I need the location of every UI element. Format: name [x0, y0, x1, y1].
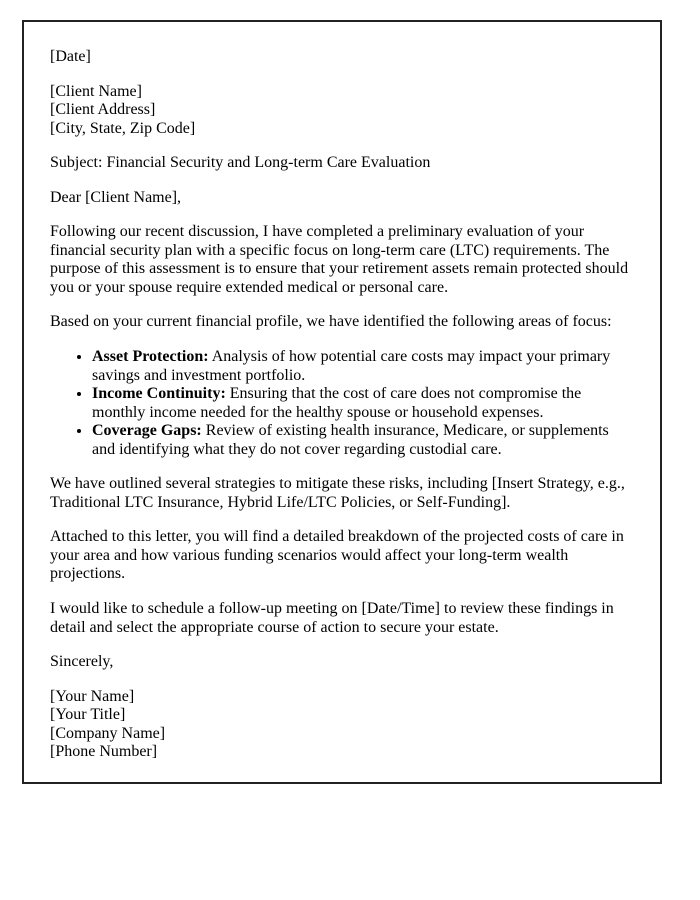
bullet-label: Asset Protection:: [92, 348, 209, 366]
focus-intro-paragraph: Based on your current financial profile, we have identified the following areas of focus:: [50, 313, 612, 331]
strategies-paragraph: We have outlined several strategies to mitigate these risks, including [Insert Strategy, e.g., Traditional LTC Insurance, Hybrid Life/LTC Policies, or Self-Funding].: [50, 475, 625, 511]
list-item-income-continuity: [92, 385, 634, 422]
bullet-text: Ensuring that the cost of care does not compromise the monthly income needed for the healthy spouse or household expenses.: [92, 385, 582, 421]
signature-block: [50, 688, 634, 762]
list-item-asset-protection: [92, 348, 634, 385]
signature-company: [Company Name]: [50, 724, 166, 742]
focus-areas-list: [50, 348, 634, 459]
bullet-label: Coverage Gaps:: [92, 422, 202, 440]
attachment-paragraph: Attached to this letter, you will find a detailed breakdown of the projected costs of care in your area and how various funding scenarios would affect your long-term wealth projections.: [50, 528, 624, 583]
list-item-coverage-gaps: [92, 422, 634, 459]
closing: Sincerely,: [50, 653, 114, 671]
bullet-label: Income Continuity:: [92, 385, 226, 403]
followup-paragraph: I would like to schedule a follow-up meeting on [Date/Time] to review these findings in detail and select the appropriate course of action to secure your estate.: [50, 600, 614, 636]
salutation: Dear [Client Name],: [50, 188, 182, 206]
recipient-city-state-zip: [City, State, Zip Code]: [50, 119, 196, 137]
bullet-text: Analysis of how potential care costs may impact your primary savings and investment portfolio.: [92, 348, 611, 384]
signature-phone: [Phone Number]: [50, 743, 158, 761]
signature-name: [Your Name]: [50, 687, 135, 705]
intro-paragraph: Following our recent discussion, I have completed a preliminary evaluation of your financial security plan with a specific focus on long-term care (LTC) requirements. The purpose of this assessment is to ensure that your retirement assets remain protected should you or your spouse require extended medical or personal care.: [50, 223, 629, 296]
signature-title: [Your Title]: [50, 706, 126, 724]
bullet-text: Review of existing health insurance, Medicare, or supplements and identifying what they do not cover regarding custodial care.: [92, 422, 609, 458]
recipient-block: [50, 83, 634, 139]
date-line: [Date]: [50, 48, 91, 65]
letter-document: [22, 20, 662, 784]
recipient-address: [Client Address]: [50, 101, 156, 119]
subject-line: Subject: Financial Security and Long-term Care Evaluation: [50, 154, 431, 172]
recipient-name: [Client Name]: [50, 82, 142, 100]
